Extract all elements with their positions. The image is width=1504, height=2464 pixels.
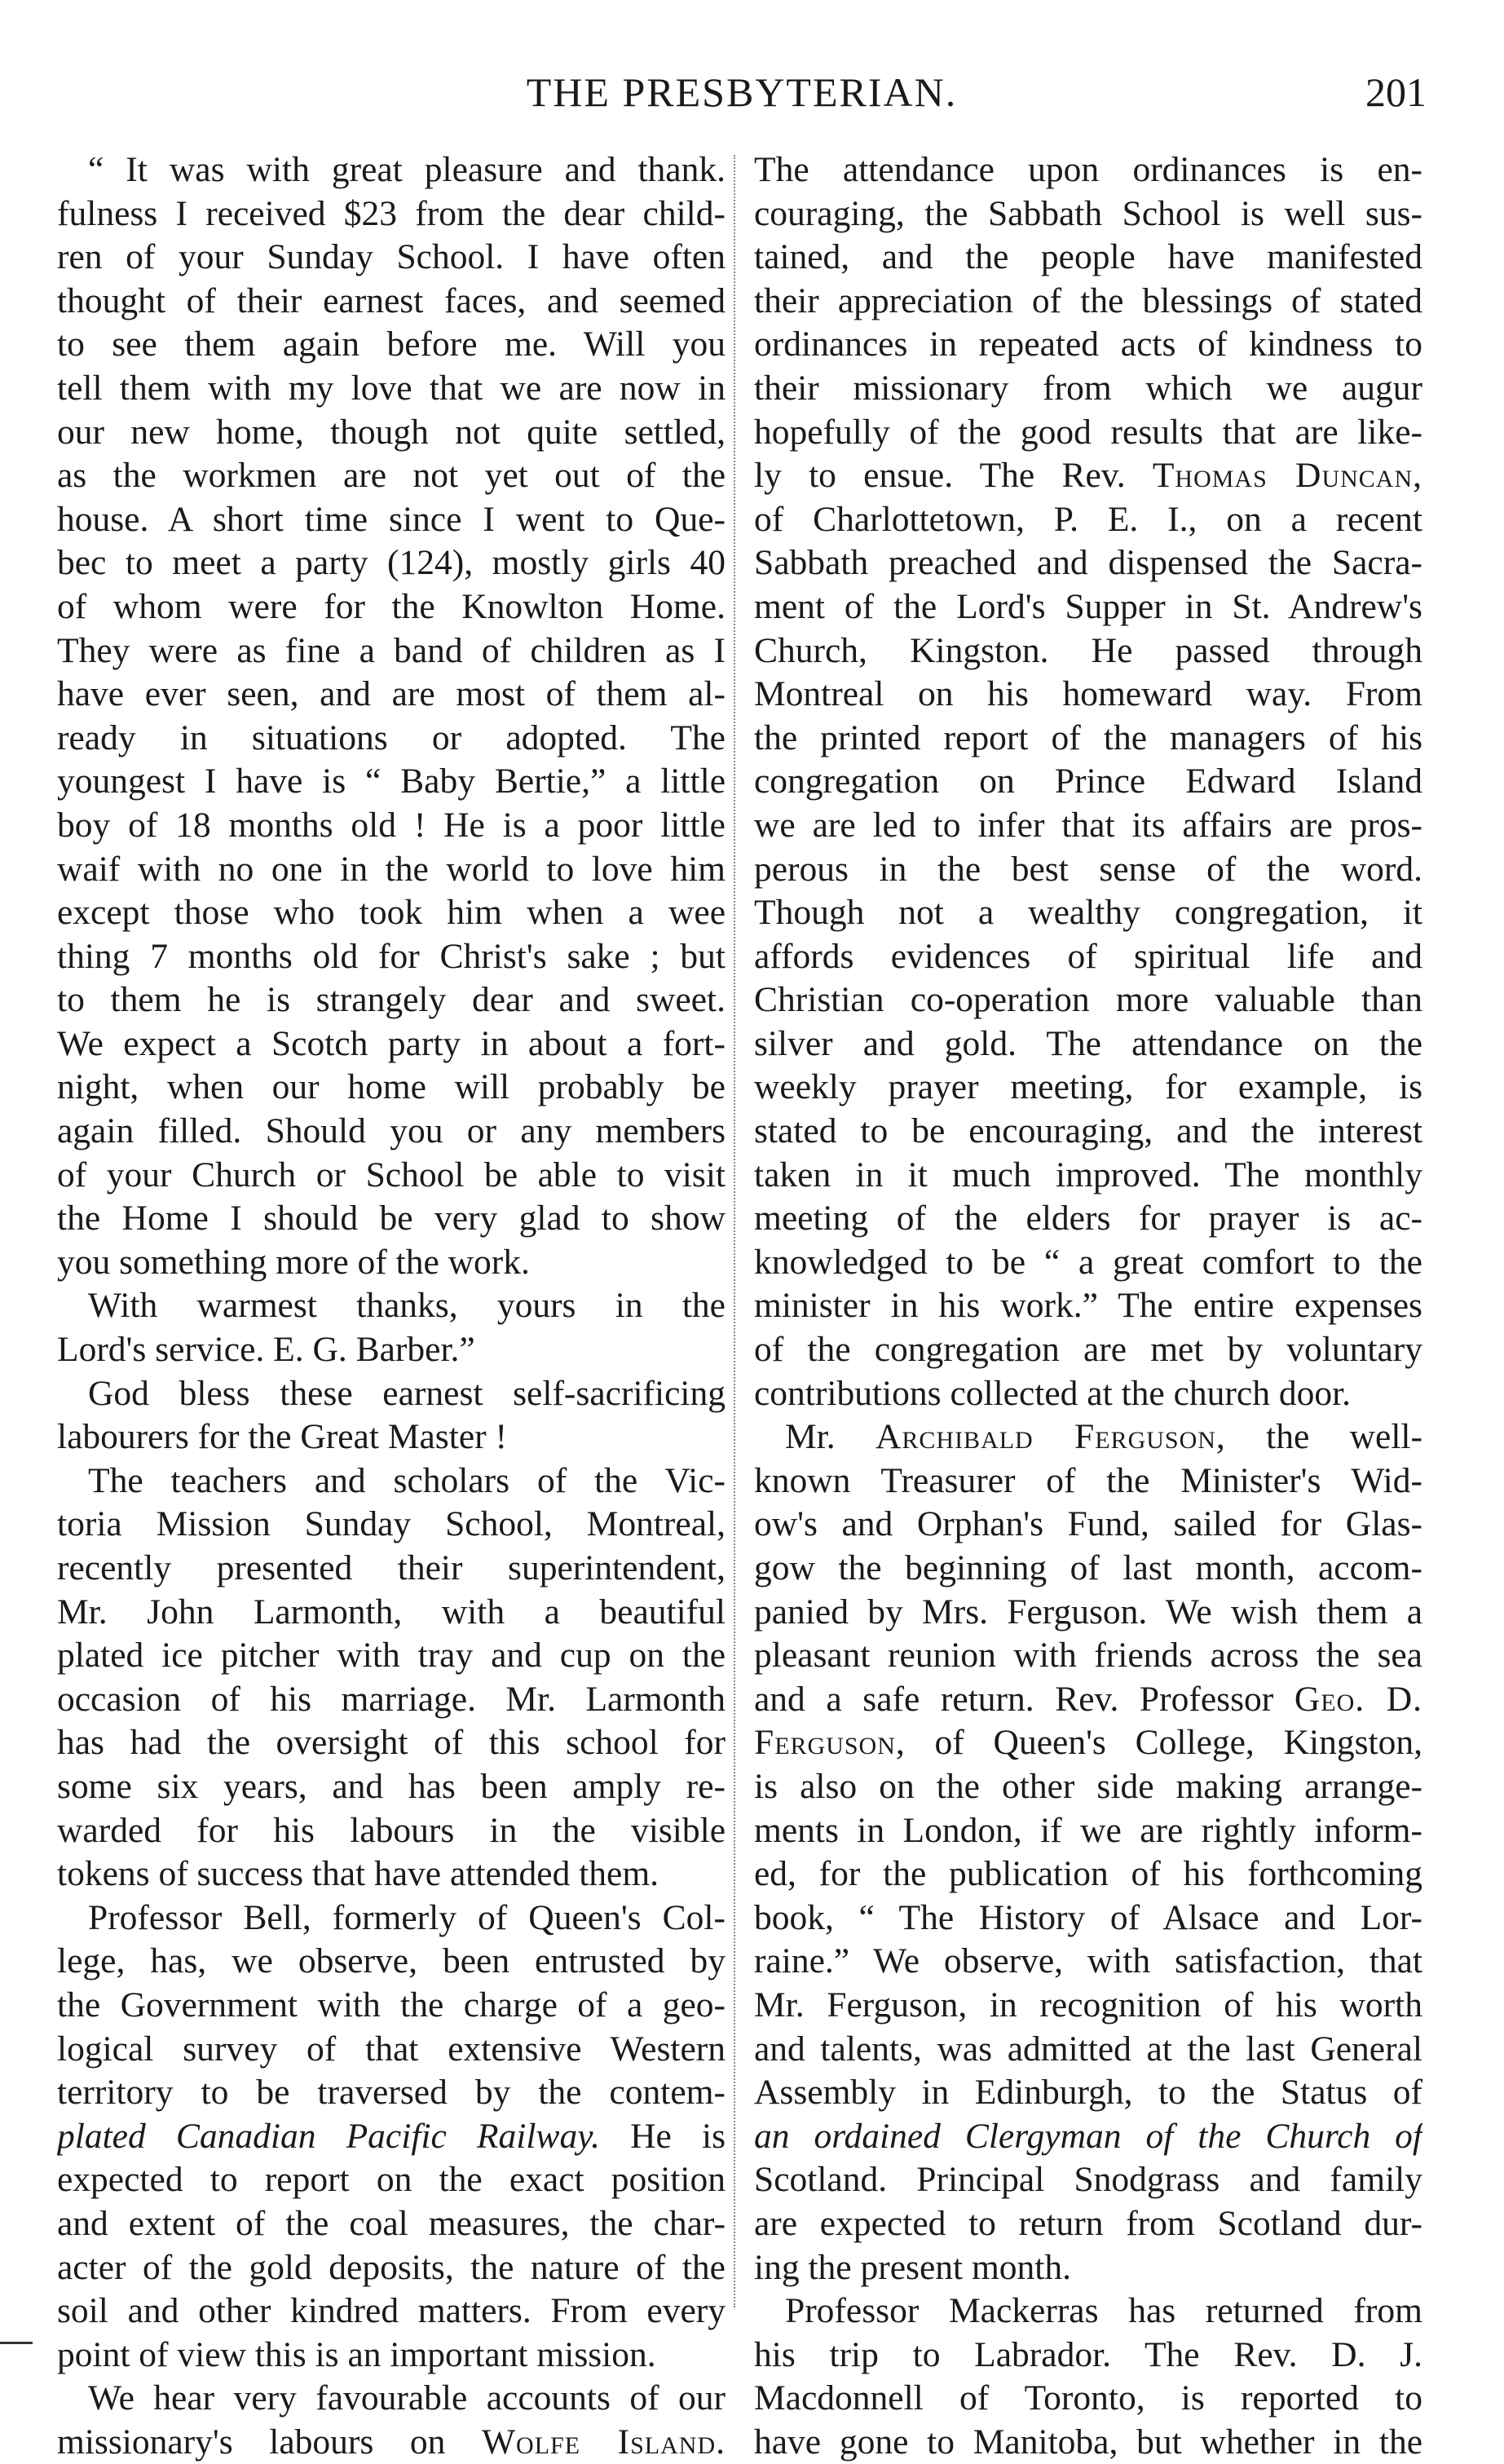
- text-segment: Principal Snodgrass and family: [887, 2160, 1422, 2200]
- text-line: his trip to Labrador. The Rev. D. J.: [754, 2334, 1422, 2374]
- text-segment: We hear very favourable accounts of our: [88, 2378, 726, 2418]
- text-line: of your Church or School be able to visit: [57, 1155, 726, 1194]
- text-line: [754, 1721, 1422, 1765]
- text-line: have ever seen, and are most of them al-: [57, 674, 726, 714]
- text-line: knowledged to be “ a great comfort to the: [754, 1242, 1422, 1282]
- text-segment: of Queen's College, Kingston,: [905, 1723, 1422, 1763]
- italic-text: plated Canadian Pacific Railway.: [57, 2116, 600, 2156]
- text-line: tokens of success that have attended them.: [57, 1854, 659, 1894]
- text-line: of whom were for the Knowlton Home.: [57, 586, 726, 626]
- text-line: ed, for the publication of his forthcoming: [754, 1854, 1422, 1894]
- text-line: and talents, was admitted at the last General: [754, 2029, 1422, 2069]
- text-line: soil and other kindred matters. From every: [57, 2291, 726, 2331]
- small-caps-name: Wolfe Island.: [481, 2422, 726, 2462]
- text-line: thought of their earnest faces, and seemed: [57, 280, 726, 320]
- text-line: silver and gold. The attendance on the: [754, 1023, 1422, 1063]
- text-line: “ It was with great pleasure and thank.: [88, 150, 726, 189]
- text-segment: missionary's labours on: [57, 2422, 482, 2462]
- text-line: recently presented their superintendent,: [57, 1548, 726, 1587]
- text-line: our new home, though not quite settled,: [57, 412, 726, 452]
- text-line: the Government with the charge of a geo-: [57, 1985, 726, 2025]
- text-line: We expect a Scotch party in about a fort-: [57, 1023, 726, 1063]
- text-line: warded for his labours in the visible: [57, 1810, 726, 1850]
- text-line: are expected to return from Scotland dur-: [754, 2203, 1422, 2243]
- text-line: [57, 2115, 726, 2159]
- text-line: you something more of the work.: [57, 1242, 530, 1282]
- italic-text: an ordained Clergyman of the Church of: [754, 2116, 1422, 2156]
- text-line: Mr. Ferguson, in recognition of his worth: [754, 1985, 1422, 2025]
- small-caps-name: Ferguson,: [754, 1723, 906, 1763]
- text-line: known Treasurer of the Minister's Wid-: [754, 1460, 1422, 1500]
- text-line: raine.” We observe, with satisfaction, that: [754, 1941, 1422, 1981]
- text-line: The teachers and scholars of the Vic-: [88, 1460, 726, 1500]
- text-line: Professor Bell, formerly of Queen's Col-: [88, 1897, 726, 1937]
- text-line: house. A short time since I went to Que-: [57, 499, 726, 539]
- text-line: has had the oversight of this school for: [57, 1723, 726, 1763]
- text-segment: ly to ensue. The Rev.: [754, 456, 1153, 496]
- small-caps-name: Geo. D.: [1294, 1679, 1422, 1719]
- text-line: the Home I should be very glad to show: [57, 1199, 726, 1239]
- text-line: again filled. Should you or any members: [57, 1111, 726, 1151]
- text-segment: Scotland.: [754, 2160, 888, 2200]
- text-line: weekly prayer meeting, for example, is: [754, 1067, 1422, 1107]
- text-line: Sabbath preached and dispensed the Sacra-: [754, 543, 1422, 583]
- text-line: Macdonnell of Toronto, is reported to: [754, 2378, 1422, 2418]
- text-line: night, when our home will probably be: [57, 1067, 726, 1107]
- text-line: Montreal on his homeward way. From: [754, 674, 1422, 714]
- text-line: Church, Kingston. He passed through: [754, 630, 1422, 670]
- page-number: 201: [1365, 69, 1427, 115]
- text-line: their appreciation of the blessings of stated: [754, 280, 1422, 320]
- text-line: labourers for the Great Master !: [57, 1417, 507, 1457]
- text-line: their missionary from which we augur: [754, 368, 1422, 408]
- text-line: fulness I received $23 from the dear child-: [57, 193, 726, 233]
- text-line: stated to be encouraging, and the interest: [754, 1111, 1422, 1151]
- text-line: the printed report of the managers of his: [754, 718, 1422, 757]
- text-line: [754, 1678, 1422, 1722]
- text-line: ow's and Orphan's Fund, sailed for Glas-: [754, 1504, 1422, 1544]
- text-line: ing the present month.: [754, 2247, 1072, 2287]
- text-line: have gone to Manitoba, but whether in the: [754, 2422, 1422, 2462]
- text-segment: Mr.: [785, 1417, 875, 1457]
- text-line: Christian co-operation more valuable than: [754, 980, 1422, 1020]
- text-line: thing 7 months old for Christ's sake ; but: [57, 936, 726, 976]
- text-line: [754, 2115, 1422, 2159]
- text-line: minister in his work.” The entire expenses: [754, 1286, 1422, 1326]
- text-line: [754, 454, 1422, 498]
- text-line: occasion of his marriage. Mr. Larmonth: [57, 1679, 726, 1719]
- text-line: ments in London, if we are rightly inform-: [754, 1810, 1422, 1850]
- text-line: boy of 18 months old ! He is a poor little: [57, 805, 726, 845]
- text-line: ordinances in repeated acts of kindness to: [754, 325, 1422, 364]
- left-column: [57, 148, 726, 2464]
- text-line: to them he is strangely dear and sweet.: [57, 980, 726, 1020]
- small-caps-name: Archibald Ferguson,: [875, 1417, 1226, 1457]
- text-line: youngest I have is “ Baby Bertie,” a little: [57, 762, 726, 801]
- small-caps-name: Thomas Duncan,: [1152, 456, 1422, 496]
- text-line: contributions collected at the church door.: [754, 1373, 1352, 1413]
- text-line: panied by Mrs. Ferguson. We wish them a: [754, 1592, 1422, 1632]
- text-segment: and a safe return. Rev. Professor: [754, 1679, 1294, 1719]
- text-line: acter of the gold deposits, the nature of the: [57, 2247, 726, 2287]
- text-line: plated ice pitcher with tray and cup on the: [57, 1636, 726, 1676]
- text-line: They were as fine a band of children as I: [57, 630, 726, 670]
- text-line: pleasant reunion with friends across the sea: [754, 1636, 1422, 1676]
- text-line: Professor Mackerras has returned from: [785, 2291, 1422, 2331]
- text-line: we are led to infer that its affairs are pros-: [754, 805, 1422, 845]
- text-line: affords evidences of spiritual life and: [754, 936, 1422, 976]
- text-line: taken in it much improved. The monthly: [754, 1155, 1422, 1194]
- text-line: territory to be traversed by the contem-: [57, 2073, 726, 2113]
- journal-title: THE PRESBYTERIAN.: [526, 69, 958, 115]
- text-line: ment of the Lord's Supper in St. Andrew's: [754, 586, 1422, 626]
- text-line: except those who took him when a wee: [57, 893, 726, 933]
- text-line: as the workmen are not yet out of the: [57, 456, 726, 496]
- text-line: toria Mission Sunday School, Montreal,: [57, 1504, 726, 1544]
- text-line: [57, 2421, 726, 2464]
- text-line: Though not a wealthy congregation, it: [754, 893, 1422, 933]
- text-line: of the congregation are met by voluntary: [754, 1330, 1422, 1370]
- text-line: The attendance upon ordinances is en-: [754, 150, 1422, 189]
- text-line: hopefully of the good results that are like-: [754, 412, 1422, 452]
- footer-rule: [0, 2342, 33, 2344]
- text-line: point of view this is an important mission.: [57, 2334, 656, 2374]
- text-line: Assembly in Edinburgh, to the Status of: [754, 2073, 1422, 2113]
- text-line: ready in situations or adopted. The: [57, 718, 726, 757]
- text-line: tained, and the people have manifested: [754, 237, 1422, 277]
- text-line: tell them with my love that we are now in: [57, 368, 726, 408]
- text-line: [57, 2377, 726, 2421]
- text-line: God bless these earnest self-sacrificing: [88, 1373, 726, 1413]
- text-line: perous in the best sense of the word.: [754, 849, 1422, 889]
- text-line: book, “ The History of Alsace and Lor-: [754, 1897, 1422, 1937]
- right-column: [754, 148, 1422, 2464]
- text-line: couraging, the Sabbath School is well sus-: [754, 193, 1422, 233]
- text-line: [754, 1415, 1422, 1459]
- text-line: Lord's service. E. G. Barber.”: [57, 1330, 475, 1370]
- text-line: congregation on Prince Edward Island: [754, 762, 1422, 801]
- text-line: some six years, and has been amply re-: [57, 1766, 726, 1806]
- text-line: and extent of the coal measures, the char-: [57, 2203, 726, 2243]
- text-segment: He is: [599, 2116, 726, 2156]
- text-line: With warmest thanks, yours in the: [88, 1286, 726, 1326]
- text-line: ren of your Sunday School. I have often: [57, 237, 726, 277]
- text-line: logical survey of that extensive Western: [57, 2029, 726, 2069]
- text-line: lege, has, we observe, been entrusted by: [57, 1941, 726, 1981]
- text-segment: the well-: [1225, 1417, 1422, 1457]
- text-line: [754, 2158, 1422, 2202]
- text-line: is also on the other side making arrange-: [754, 1766, 1422, 1806]
- text-line: gow the beginning of last month, accom-: [754, 1548, 1422, 1587]
- text-line: to see them again before me. Will you: [57, 325, 726, 364]
- text-line: expected to report on the exact position: [57, 2160, 726, 2200]
- text-line: Mr. John Larmonth, with a beautiful: [57, 1592, 726, 1632]
- text-line: meeting of the elders for prayer is ac-: [754, 1199, 1422, 1239]
- text-line: waif with no one in the world to love him: [57, 849, 726, 889]
- text-line: bec to meet a party (124), mostly girls 40: [57, 543, 726, 583]
- page-header: [57, 64, 1427, 121]
- text-line: of Charlottetown, P. E. I., on a recent: [754, 499, 1422, 539]
- column-divider: [734, 155, 735, 2307]
